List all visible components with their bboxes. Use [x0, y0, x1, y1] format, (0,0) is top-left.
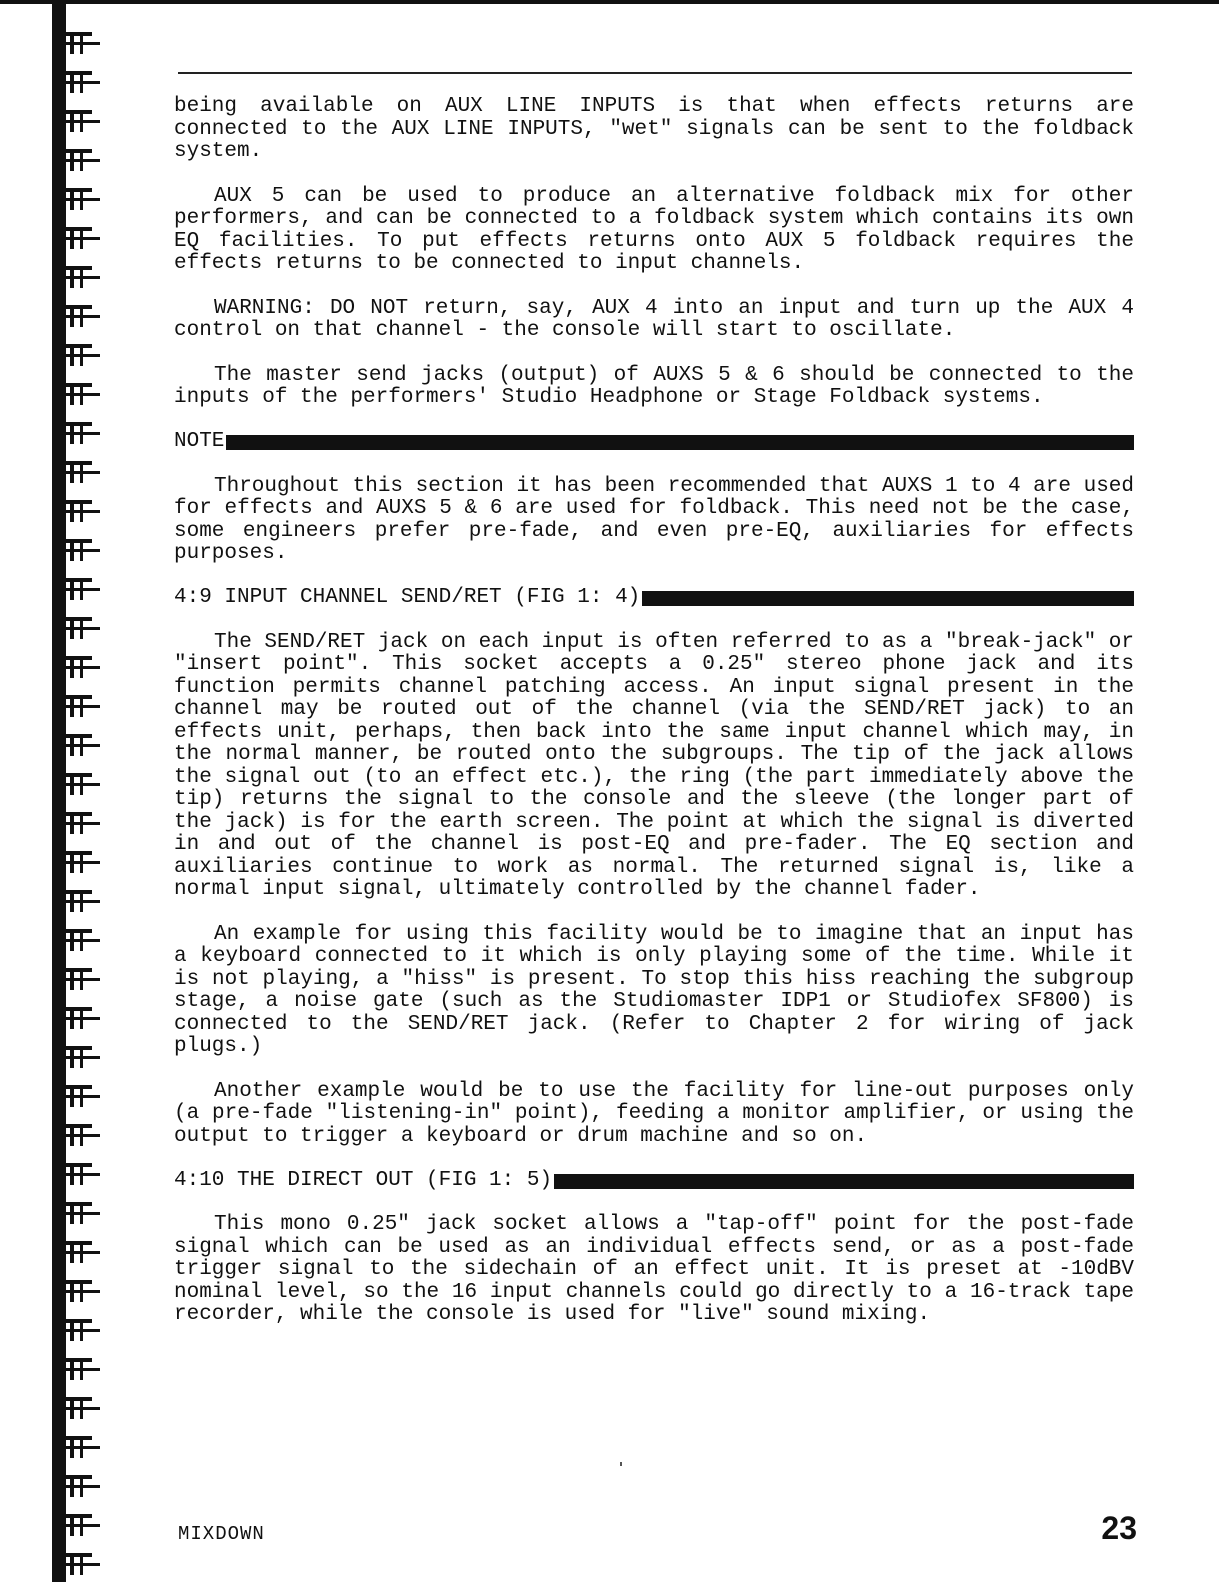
paragraph-note-body: Throughout this section it has been recommended that AUXS 1 to 4 are used for effects and AUXS 5 & 6 are used for foldback. This need not be the case, some engineers prefer pre-fade, and even pre-EQ, auxiliaries for effects purposes.: [174, 474, 1134, 565]
paragraph-aux-line-inputs: being available on AUX LINE INPUTS is that when effects returns are connected to the AUX LINE INPUTS, "wet" signals can be sent to the foldback system.: [174, 95, 1134, 163]
binding-ring: [62, 576, 102, 602]
binding-ring: [62, 108, 102, 134]
binding-ring: [62, 1512, 102, 1538]
heading-bar: [554, 1174, 1134, 1189]
binding-ring: [62, 1005, 102, 1031]
top-border: [0, 0, 1219, 4]
binding-ring: [62, 381, 102, 407]
binding-ring: [62, 1239, 102, 1265]
scan-speck: [620, 1462, 622, 1466]
paragraph-direct-out: This mono 0.25" jack socket allows a "tap-off" point for the post-fade signal which can be used as an individual effects send, or as a post-fade trigger signal to the sidechain of an effect unit. It is preset at -10dBV nominal level, so the 16 input channels could go directly to a 16-track tape recorder, while the console is used for "live" sound mixing.: [174, 1213, 1134, 1326]
binding-ring: [62, 693, 102, 719]
binding-ring: [62, 1122, 102, 1148]
binding-ring: [62, 966, 102, 992]
paragraph-example-noise-gate: An example for using this facility would be to imagine that an input has a keyboard connected to it which is only playing some of the time. While it is not playing, a "hiss" is present. To stop this hiss reaching the subgroup stage, a noise gate (such as the Studiomaster IDP1 or Studiofex SF800) is connected to the SEND/RET jack. (Refer to Chapter 2 for wiring of jack plugs.): [174, 922, 1134, 1058]
spiral-binding: [52, 0, 110, 1582]
paragraph-aux5-foldback: AUX 5 can be used to produce an alternative foldback mix for other performers, and can be connected to a foldback system which contains its own EQ facilities. To put effects returns onto AUX 5 foldback requires the effects returns to be connected to input channels.: [174, 184, 1134, 275]
binding-ring: [62, 498, 102, 524]
header-rule: [178, 72, 1132, 74]
page-body: [174, 96, 1134, 1349]
binding-ring: [62, 1395, 102, 1421]
section-heading-4-9: [174, 588, 1134, 610]
heading-bar: [226, 435, 1134, 450]
binding-ring: [62, 771, 102, 797]
binding-ring: [62, 732, 102, 758]
heading-bar: [642, 591, 1134, 606]
binding-ring: [62, 654, 102, 680]
binding-ring: [62, 459, 102, 485]
paragraph-master-send: The master send jacks (output) of AUXS 5 & 6 should be connected to the inputs of the performers' Studio Headphone or Stage Foldback systems.: [174, 363, 1134, 409]
binding-ring: [62, 1473, 102, 1499]
paragraph-example-line-out: Another example would be to use the facility for line-out purposes only (a pre-fade "listening-in" point), feeding a monitor amplifier, or using the output to trigger a keyboard or drum machine and so on.: [174, 1079, 1134, 1148]
binding-ring: [62, 1161, 102, 1187]
footer-title: MIXDOWN: [178, 1523, 265, 1545]
binding-ring: [62, 420, 102, 446]
binding-ring: [62, 1044, 102, 1070]
binding-ring: [62, 1278, 102, 1304]
paragraph-warning: WARNING: DO NOT return, say, AUX 4 into an input and turn up the AUX 4 control on that channel - the console will start to oscillate.: [174, 296, 1134, 342]
note-heading-label: NOTE: [174, 430, 225, 454]
section-heading-4-9-label: 4:9 INPUT CHANNEL SEND/RET (FIG 1: 4): [174, 586, 641, 610]
binding-ring: [62, 69, 102, 95]
binding-ring: [62, 342, 102, 368]
binding-ring: [62, 264, 102, 290]
section-heading-4-10-label: 4:10 THE DIRECT OUT (FIG 1: 5): [174, 1168, 553, 1192]
binding-ring: [62, 30, 102, 56]
binding-ring: [62, 186, 102, 212]
paragraph-send-ret: The SEND/RET jack on each input is often referred to as a "break-jack" or "insert point". This socket accepts a 0.25" stereo phone jack and its function permits channel patching access. An input signal present in the channel may be routed out of the channel (via the SEND/RET jack) to an effects unit, perhaps, then back into the same input channel which may, in the normal manner, be routed onto the subgroups. The tip of the jack allows the signal out (to an effect etc.), the ring (the part immediately above the tip) returns the signal to the console and the sleeve (the longer part of the jack) is for the earth screen. The point at which the signal is diverted in and out of the channel is post-EQ and pre-fader. The EQ section and auxiliaries continue to work as normal. The returned signal is, like a normal input signal, ultimately controlled by the channel fader.: [174, 630, 1134, 901]
page-number: 23: [1101, 1510, 1137, 1546]
binding-ring: [62, 615, 102, 641]
binding-ring: [62, 810, 102, 836]
binding-ring: [62, 147, 102, 173]
binding-ring: [62, 927, 102, 953]
binding-ring: [62, 1551, 102, 1577]
binding-ring: [62, 537, 102, 563]
note-heading: [174, 432, 1134, 454]
binding-ring: [62, 849, 102, 875]
binding-ring: [62, 888, 102, 914]
binding-ring: [62, 1200, 102, 1226]
binding-ring: [62, 303, 102, 329]
binding-ring: [62, 1356, 102, 1382]
section-heading-4-10: [174, 1170, 1134, 1192]
binding-ring: [62, 225, 102, 251]
binding-ring: [62, 1317, 102, 1343]
binding-ring: [62, 1083, 102, 1109]
binding-ring: [62, 1434, 102, 1460]
